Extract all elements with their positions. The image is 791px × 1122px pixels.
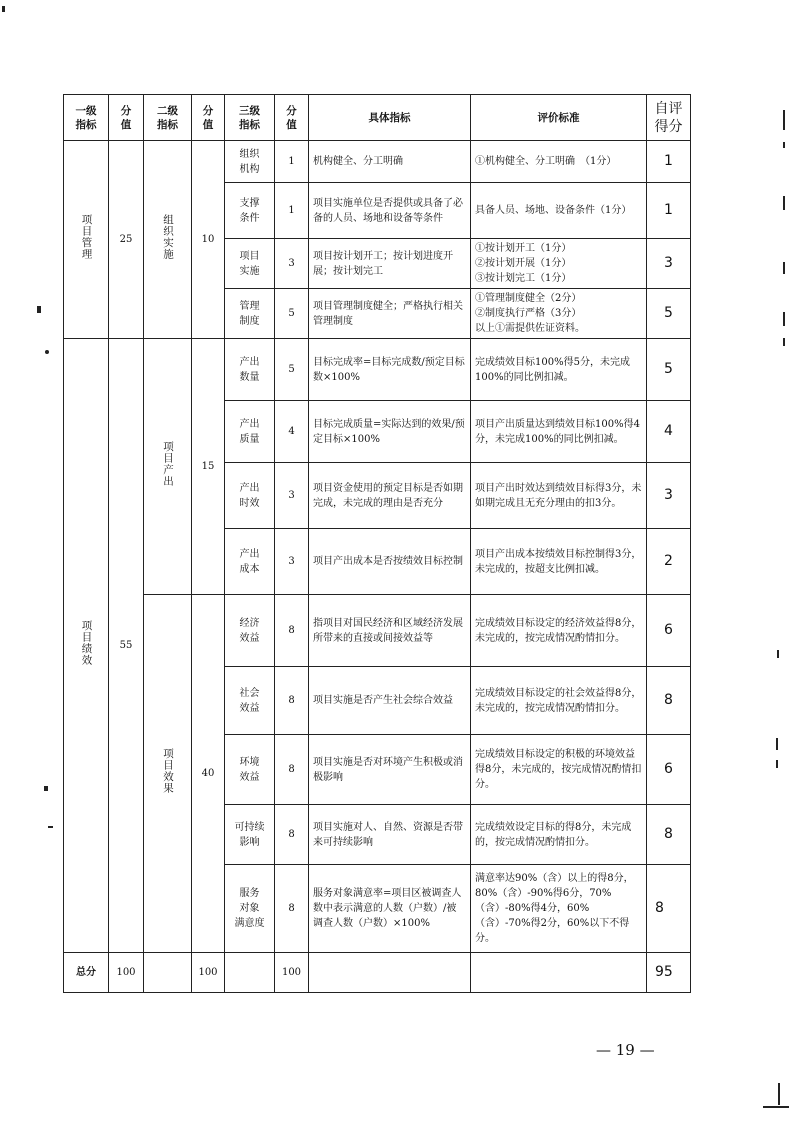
level3-cell: 产出 质量 <box>225 401 275 463</box>
level1-project-management: 项目管理 <box>64 141 109 339</box>
self-score-cell: 5 <box>647 339 691 401</box>
total-empty-level2 <box>144 953 192 993</box>
scan-mark <box>783 338 785 346</box>
level3-cell: 项目 实施 <box>225 239 275 289</box>
self-score-cell: 4 <box>647 401 691 463</box>
header-level2: 二级 指标 <box>144 95 192 141</box>
indicator-cell: 服务对象满意率=项目区被调查人数中表示满意的人数（户数）/被调查人数（户数）×100% <box>309 865 471 953</box>
total-empty-criteria <box>471 953 647 993</box>
scan-mark <box>777 650 779 658</box>
total-score1: 100 <box>109 953 144 993</box>
criteria-cell: 项目产出质量达到绩效目标100%得4分，未完成100%的同比例扣减。 <box>471 401 647 463</box>
scan-mark <box>2 6 5 12</box>
scan-mark <box>37 306 41 313</box>
self-score-cell: 8 <box>647 805 691 865</box>
criteria-cell: 完成绩效目标设定的积极的环境效益得8分，未完成的，按完成情况酌情扣分。 <box>471 735 647 805</box>
score3-cell: 5 <box>275 339 309 401</box>
indicator-cell: 项目实施对人、自然、资源是否带来可持续影响 <box>309 805 471 865</box>
score3-cell: 8 <box>275 595 309 667</box>
score1-project-management: 25 <box>109 141 144 339</box>
criteria-cell: 完成绩效设定目标的得8分，未完成的，按完成情况酌情扣分。 <box>471 805 647 865</box>
level3-cell: 经济 效益 <box>225 595 275 667</box>
criteria-cell: 完成绩效目标100%得5分，未完成100%的同比例扣减。 <box>471 339 647 401</box>
header-criteria: 评价标准 <box>471 95 647 141</box>
level3-cell: 产出 数量 <box>225 339 275 401</box>
header-self-score: 自评 得分 <box>647 95 691 141</box>
self-score-cell: 1 <box>647 183 691 239</box>
self-score-cell: 5 <box>647 289 691 339</box>
header-score1: 分 值 <box>109 95 144 141</box>
self-score-cell: 3 <box>647 463 691 529</box>
score2-project-effect: 40 <box>192 595 225 953</box>
score3-cell: 1 <box>275 183 309 239</box>
criteria-cell: 具备人员、场地、设备条件（1分） <box>471 183 647 239</box>
criteria-cell: 项目产出成本按绩效目标控制得3分，未完成的，按超支比例扣减。 <box>471 529 647 595</box>
header-score2: 分 值 <box>192 95 225 141</box>
level3-cell: 服务 对象 满意度 <box>225 865 275 953</box>
level3-cell: 管理 制度 <box>225 289 275 339</box>
level1-project-performance: 项目绩效 <box>64 339 109 953</box>
total-label: 总分 <box>64 953 109 993</box>
scan-mark <box>783 110 785 130</box>
table-row <box>64 595 691 667</box>
indicator-cell: 项目实施是否产生社会综合效益 <box>309 667 471 735</box>
header-level3: 三级 指标 <box>225 95 275 141</box>
level3-cell: 可持续 影响 <box>225 805 275 865</box>
level2-project-effect: 项目效果 <box>144 595 192 953</box>
indicator-cell: 项目实施单位是否提供或具备了必备的人员、场地和设备等条件 <box>309 183 471 239</box>
self-score-cell: 6 <box>647 595 691 667</box>
scan-mark <box>776 760 778 768</box>
total-row <box>64 953 691 993</box>
criteria-cell: ①机构健全、分工明确 （1分） <box>471 141 647 183</box>
header-score3: 分 值 <box>275 95 309 141</box>
score3-cell: 8 <box>275 805 309 865</box>
scan-mark <box>783 142 785 148</box>
level3-cell: 产出 成本 <box>225 529 275 595</box>
scan-mark <box>778 1083 780 1105</box>
indicator-cell: 项目实施是否对环境产生积极或消极影响 <box>309 735 471 805</box>
criteria-cell: 满意率达90%（含）以上的得8分，80%（含）-90%得6分，70%（含）-80%得4分，60%（含）-70%得2分，60%以下不得分。 <box>471 865 647 953</box>
header-level1: 一级 指标 <box>64 95 109 141</box>
header-indicator: 具体指标 <box>309 95 471 141</box>
self-score-cell: 8 <box>647 667 691 735</box>
score3-cell: 8 <box>275 667 309 735</box>
indicator-cell: 项目资金使用的预定目标是否如期完成，未完成的理由是否充分 <box>309 463 471 529</box>
page-number: — 19 — <box>596 1041 655 1059</box>
score3-cell: 4 <box>275 401 309 463</box>
level3-cell: 环境 效益 <box>225 735 275 805</box>
score1-project-performance: 55 <box>109 339 144 953</box>
score3-cell: 3 <box>275 239 309 289</box>
score3-cell: 8 <box>275 865 309 953</box>
self-score-cell: 3 <box>647 239 691 289</box>
scan-mark <box>763 1106 789 1108</box>
score2-organization-implementation: 10 <box>192 141 225 339</box>
scan-mark <box>776 738 778 750</box>
level3-cell: 产出 时效 <box>225 463 275 529</box>
self-score-cell: 6 <box>647 735 691 805</box>
criteria-cell: ①按计划开工（1分） ②按计划开展（1分） ③按计划完工（1分） <box>471 239 647 289</box>
score2-project-output: 15 <box>192 339 225 595</box>
level3-cell: 组织 机构 <box>225 141 275 183</box>
level3-cell: 支撑 条件 <box>225 183 275 239</box>
evaluation-table <box>63 94 691 993</box>
self-score-cell: 8 <box>647 865 691 953</box>
scan-mark <box>783 312 785 326</box>
criteria-cell: 完成绩效目标设定的经济效益得8分，未完成的，按完成情况酌情扣分。 <box>471 595 647 667</box>
criteria-cell: 完成绩效目标设定的社会效益得8分，未完成的，按完成情况酌情扣分。 <box>471 667 647 735</box>
indicator-cell: 项目管理制度健全；严格执行相关管理制度 <box>309 289 471 339</box>
score3-cell: 8 <box>275 735 309 805</box>
score3-cell: 3 <box>275 463 309 529</box>
total-score3: 100 <box>275 953 309 993</box>
header-row <box>64 95 691 141</box>
self-score-cell: 2 <box>647 529 691 595</box>
criteria-cell: ①管理制度健全（2分） ②制度执行严格（3分） 以上①需提供佐证资料。 <box>471 289 647 339</box>
indicator-cell: 指项目对国民经济和区域经济发展所带来的直接或间接效益等 <box>309 595 471 667</box>
criteria-cell: 项目产出时效达到绩效目标得3分，未如期完成且无充分理由的扣3分。 <box>471 463 647 529</box>
indicator-cell: 目标完成质量=实际达到的效果/预定目标×100% <box>309 401 471 463</box>
scan-mark <box>783 262 785 274</box>
scan-mark <box>45 350 49 354</box>
indicator-cell: 目标完成率=目标完成数/预定目标数×100% <box>309 339 471 401</box>
level3-cell: 社会 效益 <box>225 667 275 735</box>
indicator-cell: 机构健全、分工明确 <box>309 141 471 183</box>
scan-mark <box>783 196 785 210</box>
table-row <box>64 141 691 183</box>
total-empty-level3 <box>225 953 275 993</box>
scan-mark <box>44 786 48 791</box>
score3-cell: 3 <box>275 529 309 595</box>
total-self-score: 95 <box>647 953 691 993</box>
total-score2: 100 <box>192 953 225 993</box>
score3-cell: 1 <box>275 141 309 183</box>
self-score-cell: 1 <box>647 141 691 183</box>
indicator-cell: 项目按计划开工；按计划进度开展；按计划完工 <box>309 239 471 289</box>
total-empty-indicator <box>309 953 471 993</box>
level2-project-output: 项目产出 <box>144 339 192 595</box>
table-row <box>64 339 691 401</box>
indicator-cell: 项目产出成本是否按绩效目标控制 <box>309 529 471 595</box>
scan-mark <box>48 826 53 828</box>
level2-organization-implementation: 组织实施 <box>144 141 192 339</box>
score3-cell: 5 <box>275 289 309 339</box>
